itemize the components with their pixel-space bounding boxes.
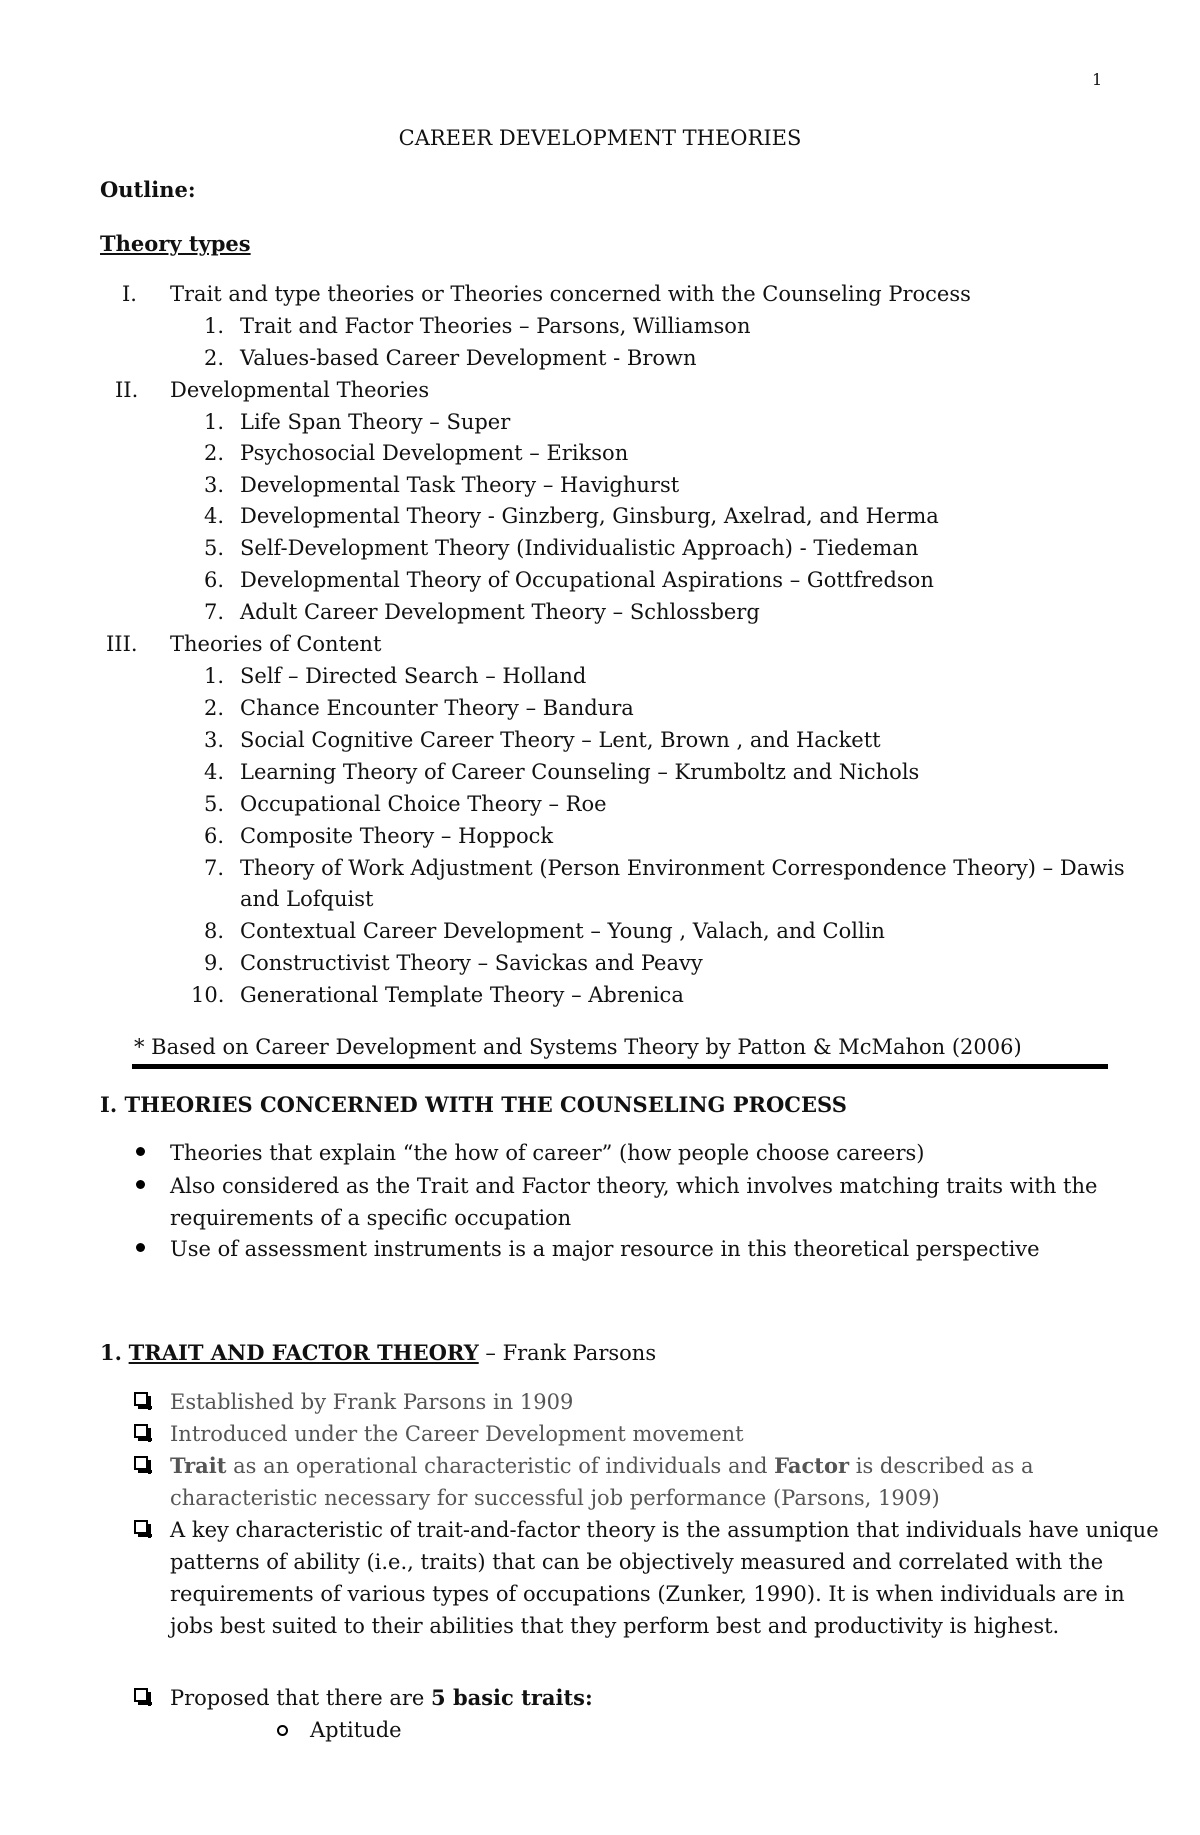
list-number: 10. (191, 983, 225, 1007)
list-number: 1. (204, 410, 225, 434)
list-item: Self – Directed Search – Holland (240, 664, 587, 688)
bullet-icon (136, 1180, 145, 1189)
page-number: 1 (1092, 70, 1103, 89)
section-iii-label: Theories of Content (170, 632, 382, 656)
list-number: 1. (204, 314, 225, 338)
sub-item: Aptitude (310, 1718, 402, 1742)
checkbox-bullet-icon (134, 1392, 148, 1406)
bullet-icon (136, 1147, 145, 1156)
list-number: 5. (204, 536, 225, 560)
list-number: 8. (204, 919, 225, 943)
list-number: 5. (204, 792, 225, 816)
section-i-label: Trait and type theories or Theories concerned with the Counseling Process (170, 282, 971, 306)
checkbox-bullet-icon (134, 1520, 148, 1534)
bullet-text: Use of assessment instruments is a major resource in this theoretical perspective (170, 1237, 1040, 1261)
list-item: Developmental Theory - Ginzberg, Ginsburg, Axelrad, and Herma (240, 504, 939, 528)
section-ii-label: Developmental Theories (170, 378, 430, 402)
heading-author: – Frank Parsons (478, 1341, 657, 1365)
list-item: Composite Theory – Hoppock (240, 824, 554, 848)
check-item-continuation: characteristic necessary for successful job performance (Parsons, 1909) (170, 1486, 940, 1510)
list-item: Adult Career Development Theory – Schlossberg (240, 600, 760, 624)
list-item: Generational Template Theory – Abrenica (240, 983, 684, 1007)
list-number: 4. (204, 504, 225, 528)
section-divider (132, 1064, 1108, 1069)
theory-types-heading: Theory types (100, 231, 251, 256)
list-item: Psychosocial Development – Erikson (240, 441, 629, 465)
roman-numeral-i: I. (122, 282, 137, 306)
list-number: 2. (204, 441, 225, 465)
check-item-continuation: jobs best suited to their abilities that they perform best and productivity is highest. (170, 1614, 1060, 1638)
list-number: 7. (204, 600, 225, 624)
bullet-text: Also considered as the Trait and Factor theory, which involves matching traits with the (170, 1174, 1098, 1198)
check-item: Established by Frank Parsons in 1909 (170, 1390, 574, 1414)
outline-label: Outline: (100, 177, 196, 202)
check-item (170, 1450, 1034, 1482)
roman-numeral-ii: II. (115, 378, 139, 402)
list-item: Occupational Choice Theory – Roe (240, 792, 607, 816)
document-title: CAREER DEVELOPMENT THEORIES (398, 126, 802, 150)
list-item: Chance Encounter Theory – Bandura (240, 696, 634, 720)
list-item-continuation: and Lofquist (240, 887, 374, 911)
list-item: Learning Theory of Career Counseling – Krumboltz and Nichols (240, 760, 920, 784)
list-number: 6. (204, 568, 225, 592)
list-item: Life Span Theory – Super (240, 410, 511, 434)
roman-numeral-iii: III. (106, 632, 138, 656)
list-item: Trait and Factor Theories – Parsons, Williamson (240, 314, 751, 338)
check-item-continuation: patterns of ability (i.e., traits) that can be objectively measured and correlated with the (170, 1550, 1104, 1574)
term-trait: Trait (170, 1453, 227, 1478)
checkbox-bullet-icon (134, 1688, 148, 1702)
list-item: Contextual Career Development – Young , Valach, and Collin (240, 919, 885, 943)
list-item: Developmental Task Theory – Havighurst (240, 473, 680, 497)
heading-title: TRAIT AND FACTOR THEORY (128, 1340, 479, 1365)
sub-bullet-icon (277, 1725, 288, 1736)
check-item-text: as an operational characteristic of individuals and (226, 1454, 775, 1478)
trait-factor-heading (100, 1337, 656, 1369)
list-number: 6. (204, 824, 225, 848)
footnote: * Based on Career Development and Systems Theory by Patton & McMahon (2006) (134, 1035, 1022, 1059)
list-item: Theory of Work Adjustment (Person Environment Correspondence Theory) – Dawis (240, 856, 1125, 880)
check-item-text: is described as a (849, 1454, 1034, 1478)
checkbox-bullet-icon (134, 1456, 148, 1470)
heading-number: 1. (100, 1340, 122, 1365)
list-number: 7. (204, 856, 225, 880)
list-number: 1. (204, 664, 225, 688)
check-item: Introduced under the Career Development movement (170, 1422, 744, 1446)
check-item-emphasis: 5 basic traits: (431, 1685, 593, 1710)
section-heading: I. THEORIES CONCERNED WITH THE COUNSELING PROCESS (100, 1092, 847, 1117)
list-item: Constructivist Theory – Savickas and Peavy (240, 951, 703, 975)
term-factor: Factor (774, 1453, 850, 1478)
checkbox-bullet-icon (134, 1424, 148, 1438)
check-item-text: Proposed that there are (170, 1686, 432, 1710)
list-item: Social Cognitive Career Theory – Lent, Brown , and Hackett (240, 728, 881, 752)
list-item: Self-Development Theory (Individualistic Approach) - Tiedeman (240, 536, 919, 560)
list-item: Values-based Career Development - Brown (240, 346, 697, 370)
check-item: A key characteristic of trait-and-factor theory is the assumption that individuals have unique (170, 1518, 1159, 1542)
check-item-continuation: requirements of various types of occupations (Zunker, 1990). It is when individuals are in (170, 1582, 1125, 1606)
list-number: 2. (204, 346, 225, 370)
list-number: 3. (204, 473, 225, 497)
bullet-text: Theories that explain “the how of career” (how people choose careers) (170, 1141, 925, 1165)
check-item (170, 1682, 593, 1714)
list-item: Developmental Theory of Occupational Aspirations – Gottfredson (240, 568, 934, 592)
list-number: 9. (204, 951, 225, 975)
bullet-icon (136, 1243, 145, 1252)
list-number: 4. (204, 760, 225, 784)
list-number: 2. (204, 696, 225, 720)
bullet-text-continuation: requirements of a specific occupation (170, 1206, 572, 1230)
list-number: 3. (204, 728, 225, 752)
